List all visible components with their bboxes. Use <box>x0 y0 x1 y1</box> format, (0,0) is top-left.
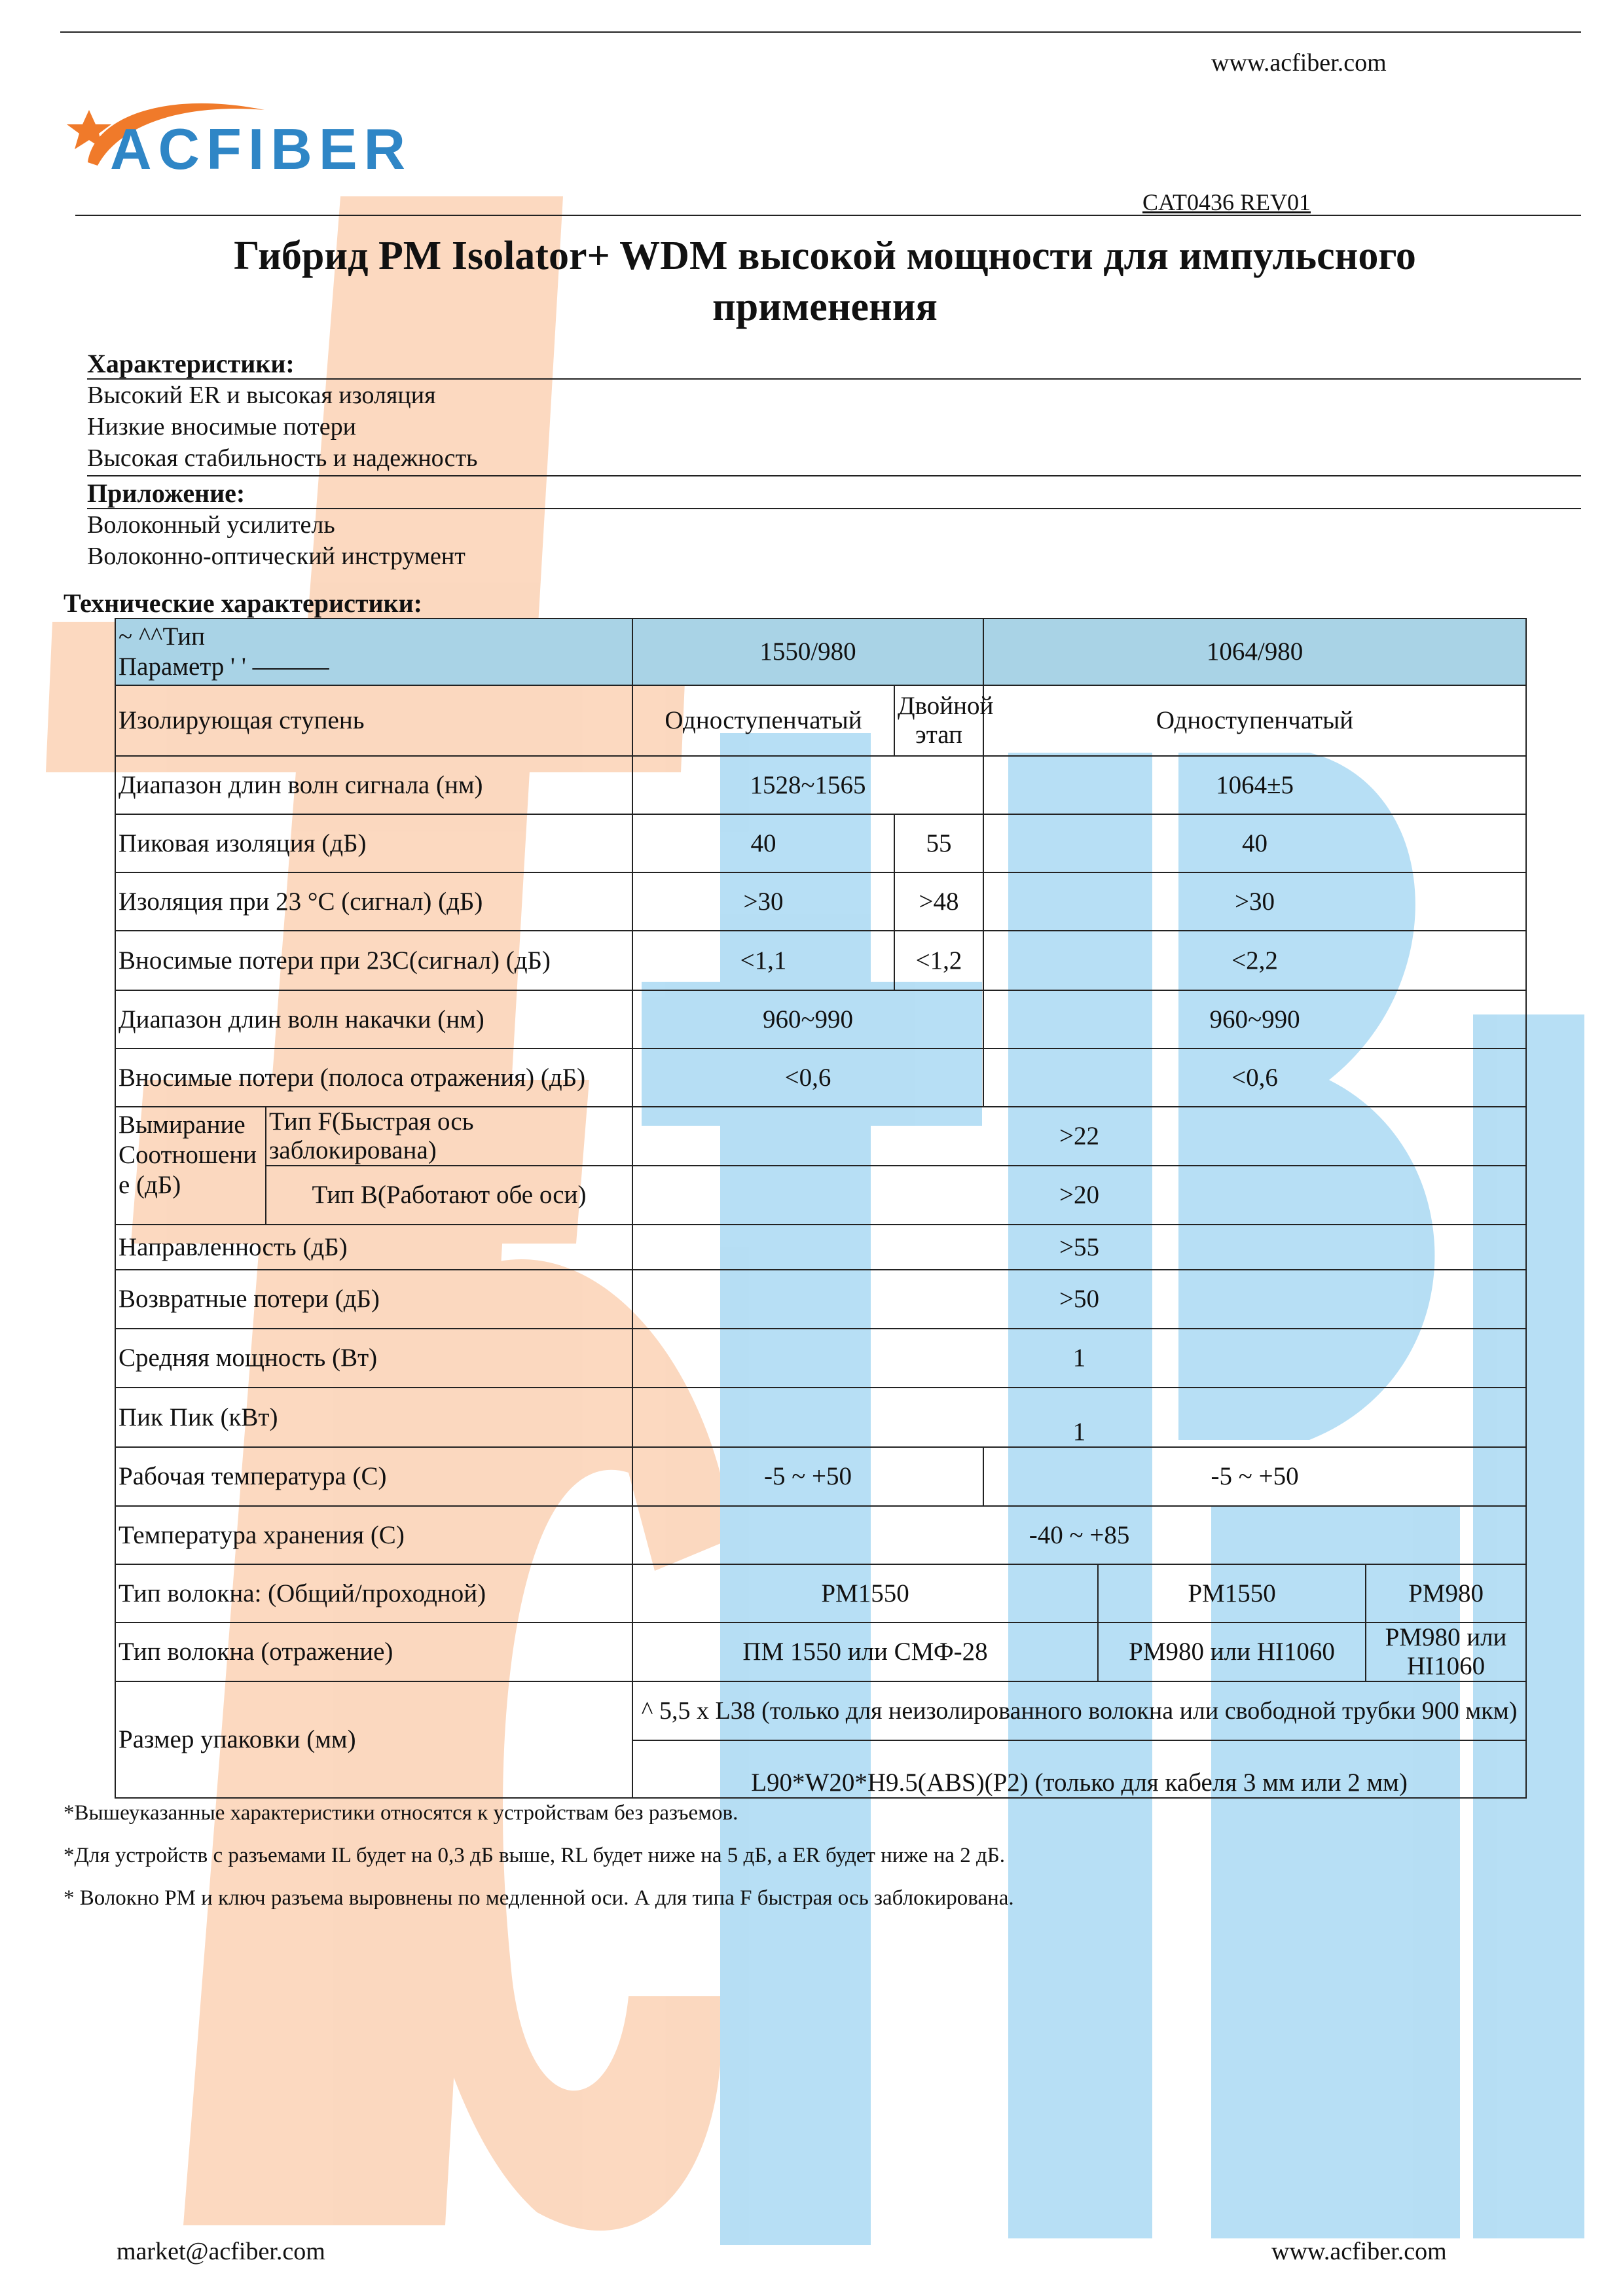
feature-item: Высокий ER и высокая изоляция <box>87 382 436 409</box>
row-label: Диапазон длин волн накачки (нм) <box>115 990 632 1049</box>
table-row <box>115 931 1526 990</box>
cell: 960~990 <box>983 990 1526 1049</box>
specs-heading: Технические характеристики: <box>64 588 422 618</box>
note: *Вышеуказанные характеристики относятся к устройствам без разъемов. <box>64 1801 739 1825</box>
cell: PM980 <box>1366 1564 1526 1623</box>
application-rule-top <box>87 475 1581 476</box>
title-line-1: Гибрид PM Isolator+ WDM высокой мощности для импульсного <box>234 234 1416 278</box>
er-type-b-label: Тип В(Работают обе оси) <box>266 1166 632 1225</box>
cell: PM1550 <box>632 1564 1098 1623</box>
feature-item: Высокая стабильность и надежность <box>87 444 478 472</box>
row-label: Температура хранения (С) <box>115 1506 632 1564</box>
table-row <box>115 1166 1526 1225</box>
cell: 960~990 <box>632 990 983 1049</box>
row-label: Изоляция при 23 °C (сигнал) (дБ) <box>115 872 632 931</box>
row-label: Вносимые потери (полоса отражения) (дБ) <box>115 1049 632 1107</box>
table-row <box>115 1107 1526 1166</box>
note: *Для устройств с разъемами IL будет на 0,3 дБ выше, RL будет ниже на 5 дБ, а ER будет ниже на 2 дБ. <box>64 1844 1005 1867</box>
table-row <box>115 872 1526 931</box>
features-rule <box>87 378 1581 380</box>
top-rule <box>60 31 1581 33</box>
cell: -5 ~ +50 <box>632 1447 983 1506</box>
row-label: Направленность (дБ) <box>115 1225 632 1270</box>
cell: PM980 или HI1060 <box>1098 1623 1366 1681</box>
cell: <0,6 <box>632 1049 983 1107</box>
row-label: Размер упаковки (мм) <box>115 1681 632 1798</box>
row-label: Диапазон длин волн сигнала (нм) <box>115 756 632 814</box>
cell: ^ 5,5 x L38 (только для неизолированного волокна или свободной трубки 900 мкм) <box>632 1681 1526 1740</box>
cell: ПМ 1550 или СМФ-28 <box>632 1623 1098 1681</box>
table-row <box>115 1447 1526 1506</box>
cell: -5 ~ +50 <box>983 1447 1526 1506</box>
row-label: Пик Пик (кВт) <box>115 1388 632 1447</box>
table-row <box>115 1388 1526 1447</box>
table-row <box>115 814 1526 872</box>
row-label: Тип волокна (отражение) <box>115 1623 632 1681</box>
features-heading: Характеристики: <box>87 349 295 378</box>
col-1550-980: 1550/980 <box>632 619 983 685</box>
cell: >55 <box>632 1225 1526 1270</box>
cell: 40 <box>983 814 1526 872</box>
row-label: Изолирующая ступень <box>115 685 632 756</box>
cell: PM1550 <box>1098 1564 1366 1623</box>
table-header-row <box>115 619 1526 685</box>
er-type-f-label: Тип F(Быстрая ось заблокирована) <box>266 1107 632 1166</box>
table-row <box>115 1623 1526 1681</box>
cell: 1528~1565 <box>632 756 983 814</box>
cell: >22 <box>632 1107 1526 1166</box>
er-label: Вымирание Соотношени е (дБ) <box>115 1107 266 1225</box>
table-row <box>115 1681 1526 1740</box>
table-row <box>115 1270 1526 1329</box>
cell: Одноступенчатый <box>632 685 894 756</box>
application-heading: Приложение: <box>87 478 246 508</box>
cell: Одноступенчатый <box>983 685 1526 756</box>
cell: Двойной этап <box>894 685 983 756</box>
row-label: Средняя мощность (Вт) <box>115 1329 632 1388</box>
cell: <1,1 <box>632 931 894 990</box>
table-row <box>115 756 1526 814</box>
document-code: CAT0436 REV01 <box>1142 189 1311 215</box>
page-title <box>105 230 1545 332</box>
specs-table <box>115 618 1527 1799</box>
svg-text:ACFIBER: ACFIBER <box>110 117 412 181</box>
cell: <2,2 <box>983 931 1526 990</box>
header-rule <box>75 215 1581 216</box>
cell: <1,2 <box>894 931 983 990</box>
table-row <box>115 990 1526 1049</box>
table-row <box>115 1564 1526 1623</box>
cell: >30 <box>632 872 894 931</box>
application-item: Волоконно-оптический инструмент <box>87 543 465 570</box>
cell: <0,6 <box>983 1049 1526 1107</box>
col-1064-980: 1064/980 <box>983 619 1526 685</box>
cell: 40 <box>632 814 894 872</box>
note: * Волокно PM и ключ разъема выровнены по медленной оси. А для типа F быстрая ось заблокирована. <box>64 1886 1014 1910</box>
title-line-2: применения <box>712 285 938 329</box>
header-param-cell <box>115 619 632 685</box>
row-label: Возвратные потери (дБ) <box>115 1270 632 1329</box>
feature-item: Низкие вносимые потери <box>87 413 356 440</box>
table-row <box>115 1329 1526 1388</box>
table-row <box>115 1225 1526 1270</box>
table-row <box>115 1506 1526 1564</box>
row-label: Пиковая изоляция (дБ) <box>115 814 632 872</box>
row-label: Вносимые потери при 23С(сигнал) (дБ) <box>115 931 632 990</box>
cell: PM980 или HI1060 <box>1366 1623 1526 1681</box>
cell: -40 ~ +85 <box>632 1506 1526 1564</box>
cell: >50 <box>632 1270 1526 1329</box>
footer-website: www.acfiber.com <box>1271 2238 1447 2265</box>
cell: 1 <box>632 1388 1526 1447</box>
cell: >20 <box>632 1166 1526 1225</box>
application-rule <box>87 508 1581 509</box>
row-label: Тип волокна: (Общий/проходной) <box>115 1564 632 1623</box>
table-row <box>115 685 1526 756</box>
cell: 55 <box>894 814 983 872</box>
cell: >48 <box>894 872 983 931</box>
application-item: Волоконный усилитель <box>87 511 335 539</box>
acfiber-logo <box>68 84 422 188</box>
cell: >30 <box>983 872 1526 931</box>
cell: 1064±5 <box>983 756 1526 814</box>
header-param-label: Параметр ' ' ——— <box>119 653 329 681</box>
table-row <box>115 1049 1526 1107</box>
cell: L90*W20*H9.5(ABS)(P2) (только для кабеля 3 мм или 2 мм) <box>632 1740 1526 1798</box>
row-label: Рабочая температура (С) <box>115 1447 632 1506</box>
header-type-label: ~ ^^Тип <box>119 622 206 651</box>
header-website: www.acfiber.com <box>1211 49 1387 77</box>
cell: 1 <box>632 1329 1526 1388</box>
footer-email: market@acfiber.com <box>117 2238 325 2265</box>
